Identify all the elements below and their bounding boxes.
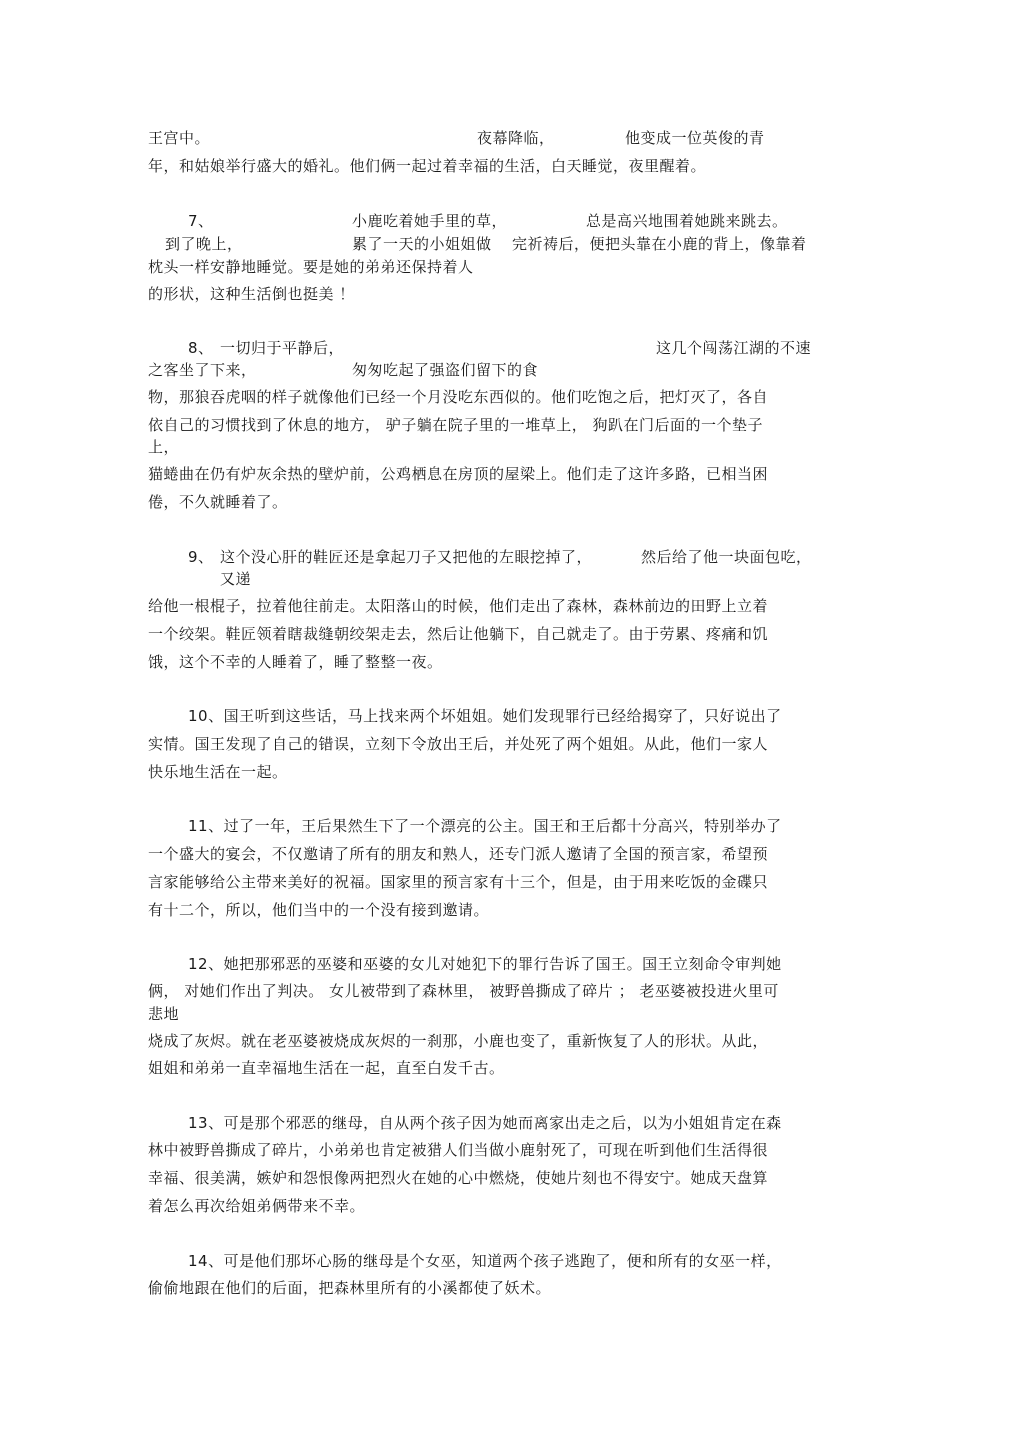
paragraph-number: 9、: [188, 548, 214, 566]
text-line: 的形状，这种生活倒也挺美 ！: [148, 285, 355, 303]
text-line: 12、她把那邪恶的巫婆和巫婆的女儿对她犯下的罪行告诉了国王。国王立刻命令审判她: [188, 955, 782, 973]
text-line: 依自己的习惯找到了休息的地方， 驴子躺在院子里的一堆草上， 狗趴在门后面的一个垫子: [148, 416, 764, 434]
text-line: 年，和姑娘举行盛大的婚礼。他们俩一起过着幸福的生活，白天睡觉，夜里醒着。: [148, 157, 707, 175]
text-line: 姐姐和弟弟一直幸福地生活在一起，直至白发千古。: [148, 1059, 505, 1077]
paragraph-number: 8、: [188, 339, 214, 357]
text-line: 14、可是他们那坏心肠的继母是个女巫，知道两个孩子逃跑了，便和所有的女巫一样，: [188, 1252, 782, 1270]
text-line: 一个绞架。鞋匠领着瞎裁缝朝绞架走去，然后让他躺下，自己就走了。由于劳累、疼痛和饥: [148, 625, 769, 643]
text-line: 到了晚上，: [165, 235, 243, 253]
text-line: 烧成了灰烬。就在老巫婆被烧成灰烬的一刹那，小鹿也变了，重新恢复了人的形状。从此，: [148, 1032, 769, 1050]
text-line: 林中被野兽撕成了碎片，小弟弟也肯定被猎人们当做小鹿射死了，可现在听到他们生活得很: [148, 1141, 769, 1159]
text-line: 快乐地生活在一起。: [148, 763, 288, 781]
text-line: 之客坐了下来，: [148, 361, 257, 379]
text-line: 俩， 对她们作出了判决。 女儿被带到了森林里， 被野兽撕成了碎片 ； 老巫婆被投进火里可: [148, 982, 779, 1000]
text-line: 他变成一位英俊的青: [625, 129, 765, 147]
text-line: 小鹿吃着她手里的草，: [352, 212, 508, 230]
text-line: 然后给了他一块面包吃，: [641, 548, 812, 566]
text-line: 10、国王听到这些话，马上找来两个坏姐姐。她们发现罪行已经给揭穿了，只好说出了: [188, 707, 782, 725]
text-line: 13、可是那个邪恶的继母，自从两个孩子因为她而离家出走之后，以为小姐姐肯定在森: [188, 1114, 782, 1132]
text-line: 猫蜷曲在仍有炉灰余热的壁炉前，公鸡栖息在房顶的屋梁上。他们走了这许多路，已相当困: [148, 465, 769, 483]
text-line: 着怎么再次给姐弟俩带来不幸。: [148, 1197, 366, 1215]
text-line: 饿，这个不幸的人睡着了，睡了整整一夜。: [148, 653, 443, 671]
text-line: 一切归于平静后，: [220, 339, 345, 357]
text-line: 11、过了一年，王后果然生下了一个漂亮的公主。国王和王后都十分高兴，特别举办了: [188, 817, 782, 835]
text-line: 一个盛大的宴会，不仅邀请了所有的朋友和熟人，还专门派人邀请了全国的预言家，希望预: [148, 845, 769, 863]
text-line: 匆匆吃起了强盗们留下的食: [352, 361, 539, 379]
text-line: 枕头一样安静地睡觉。要是她的弟弟还保持着人: [148, 258, 474, 276]
text-line: 悲地: [148, 1005, 180, 1023]
text-line: 完祈祷后，便把头靠在小鹿的背上，像靠着: [512, 235, 807, 253]
text-line: 累了一天的小姐姐做: [352, 235, 492, 253]
text-line: 幸福、很美满，嫉妒和怨恨像两把烈火在她的心中燃烧，使她片刻也不得安宁。她成天盘算: [148, 1169, 769, 1187]
text-line: 物，那狼吞虎咽的样子就像他们已经一个月没吃东西似的。他们吃饱之后，把灯灭了，各自: [148, 388, 769, 406]
text-line: 又递: [220, 570, 252, 588]
text-line: 上，: [148, 438, 180, 456]
text-line: 夜幕降临，: [477, 129, 555, 147]
text-line: 这个没心肝的鞋匠还是拿起刀子又把他的左眼挖掉了，: [220, 548, 593, 566]
text-line: 这几个闯荡江湖的不速: [656, 339, 812, 357]
text-line: 实情。国王发现了自己的错误，立刻下令放出王后，并处死了两个姐姐。从此，他们一家人: [148, 735, 769, 753]
text-line: 有十二个，所以，他们当中的一个没有接到邀请。: [148, 901, 490, 919]
text-line: 总是高兴地围着她跳来跳去。: [586, 212, 788, 230]
text-line: 给他一根棍子，拉着他往前走。太阳落山的时候，他们走出了森林，森林前边的田野上立着: [148, 597, 769, 615]
text-line: 倦，不久就睡着了。: [148, 493, 288, 511]
text-line: 王宫中。: [148, 129, 211, 147]
text-line: 偷偷地跟在他们的后面，把森林里所有的小溪都使了妖术。: [148, 1279, 552, 1297]
text-line: 言家能够给公主带来美好的祝福。国家里的预言家有十三个，但是，由于用来吃饭的金碟只: [148, 873, 769, 891]
paragraph-number: 7、: [188, 212, 214, 230]
